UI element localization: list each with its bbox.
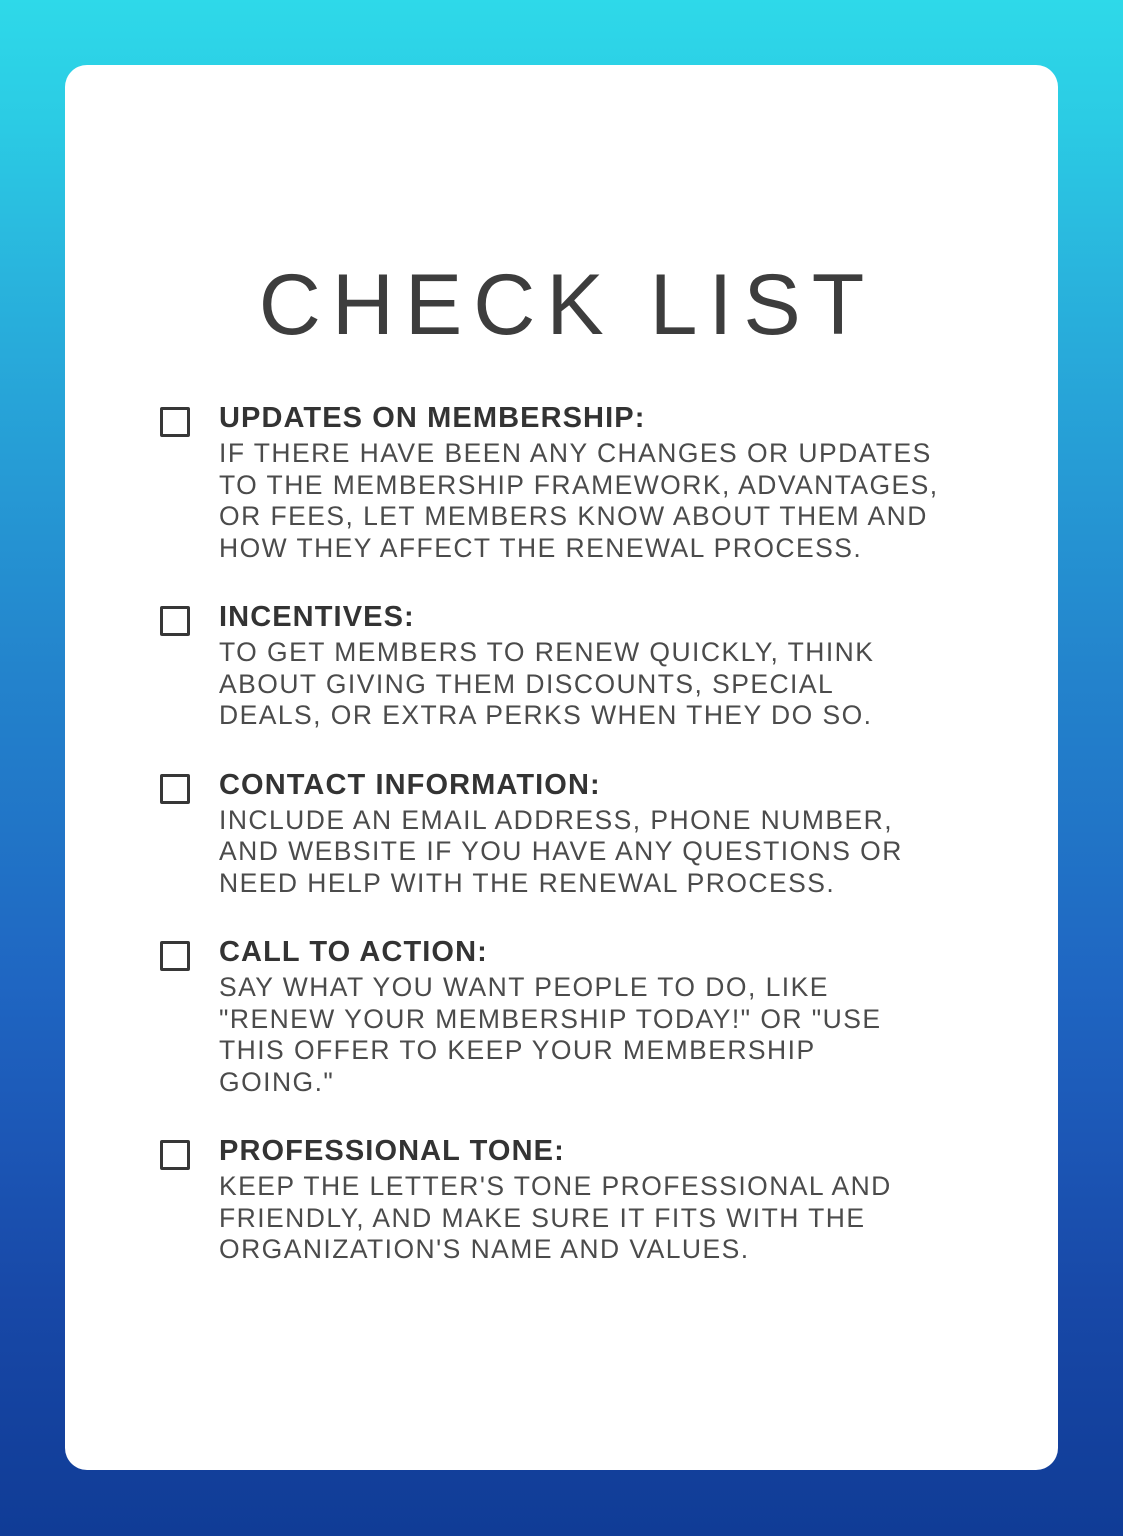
list-item-text (219, 401, 1028, 564)
checkbox-icon[interactable] (160, 407, 190, 437)
list-item-text (219, 935, 1028, 1098)
list-item[interactable] (160, 401, 1028, 564)
list-item[interactable] (160, 1134, 1028, 1266)
list-item-text (219, 1134, 1028, 1266)
list-item-heading: PROFESSIONAL TONE: (219, 1135, 565, 1167)
list-item-body: IF THERE HAVE BEEN ANY CHANGES OR UPDATES TO THE MEMBERSHIP FRAMEWORK, ADVANTAGES, OR FEES, LET MEMBERS KNOW ABOUT THEM AND HOW THEY AFFECT THE RENEWAL PROCESS. (219, 438, 939, 563)
checkbox-icon[interactable] (160, 1140, 190, 1170)
list-item[interactable] (160, 768, 1028, 900)
list-item-heading: UPDATES ON MEMBERSHIP: (219, 402, 646, 434)
list-item-body: INCLUDE AN EMAIL ADDRESS, PHONE NUMBER, AND WEBSITE IF YOU HAVE ANY QUESTIONS OR NEED HELP WITH THE RENEWAL PROCESS. (219, 804, 903, 898)
list-item-heading: CALL TO ACTION: (219, 936, 488, 968)
list-item[interactable] (160, 600, 1028, 732)
page-title: CHECK LIST (258, 257, 876, 353)
checklist-items (160, 401, 1028, 1266)
list-item-body: KEEP THE LETTER'S TONE PROFESSIONAL AND FRIENDLY, AND MAKE SURE IT FITS WITH THE ORGANIZATION'S NAME AND VALUES. (219, 1171, 892, 1264)
checkbox-icon[interactable] (160, 774, 190, 804)
checklist-card (65, 65, 1058, 1470)
list-item-body: TO GET MEMBERS TO RENEW QUICKLY, THINK ABOUT GIVING THEM DISCOUNTS, SPECIAL DEALS, OR EXTRA PERKS WHEN THEY DO SO. (219, 637, 875, 730)
list-item-body: SAY WHAT YOU WANT PEOPLE TO DO, LIKE "RENEW YOUR MEMBERSHIP TODAY!" OR "USE THIS OFFER TO KEEP YOUR MEMBERSHIP GOING." (219, 972, 882, 1097)
list-item-text (219, 768, 1028, 900)
checkbox-icon[interactable] (160, 941, 190, 971)
list-item-heading: CONTACT INFORMATION: (219, 768, 601, 801)
list-item-heading: INCENTIVES: (219, 601, 415, 633)
checkbox-icon[interactable] (160, 606, 190, 636)
list-item[interactable] (160, 935, 1028, 1098)
list-item-text (219, 600, 1028, 732)
